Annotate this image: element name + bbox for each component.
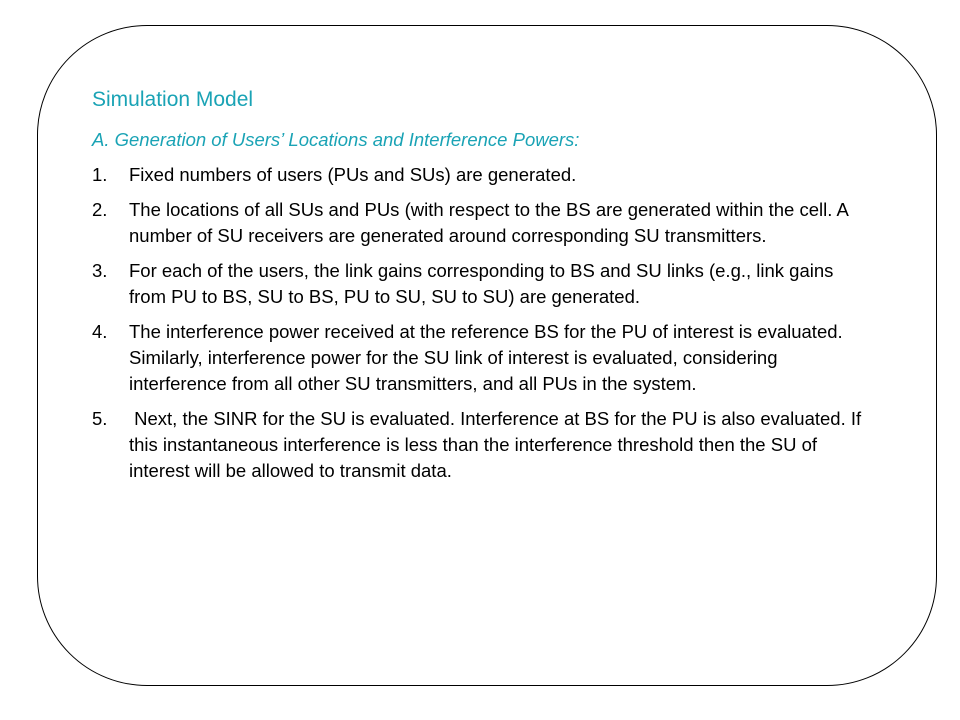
list-item [92, 162, 862, 188]
list-item-number: 3. [92, 260, 108, 281]
slide-title: Simulation Model [92, 88, 254, 111]
list-item-text: Fixed numbers of users (PUs and SUs) are generated. [129, 164, 577, 185]
list-item-text: The locations of all SUs and PUs (with respect to the BS are generated within the cell. A number of SU receivers are generated around corresponding SU transmitters. [129, 199, 853, 246]
steps-list [92, 162, 867, 484]
list-item-number: 1. [92, 164, 108, 185]
list-item-number: 4. [92, 321, 108, 342]
list-item [92, 258, 862, 310]
list-item-text: For each of the users, the link gains corresponding to BS and SU links (e.g., link gains from PU to BS, SU to BS, PU to SU, SU to SU) are generated. [129, 260, 839, 307]
list-item-text: The interference power received at the reference BS for the PU of interest is evaluated. Similarly, interference power for the SU link of interest is evaluated, considering interference from all other SU transmitters, and all PUs in the system. [129, 321, 848, 394]
list-item-number: 5. [92, 408, 108, 429]
list-item [92, 406, 867, 484]
list-item-number: 2. [92, 199, 108, 220]
list-item-text: Next, the SINR for the SU is evaluated. Interference at BS for the PU is also evaluated. If this instantaneous interference is less than the interference threshold then the SU of interest will be allowed to transmit data. [129, 408, 867, 481]
list-item [92, 197, 862, 249]
list-item [92, 319, 862, 397]
section-heading: A. Generation of Users’ Locations and Interference Powers: [92, 129, 580, 150]
slide-content [92, 86, 867, 493]
